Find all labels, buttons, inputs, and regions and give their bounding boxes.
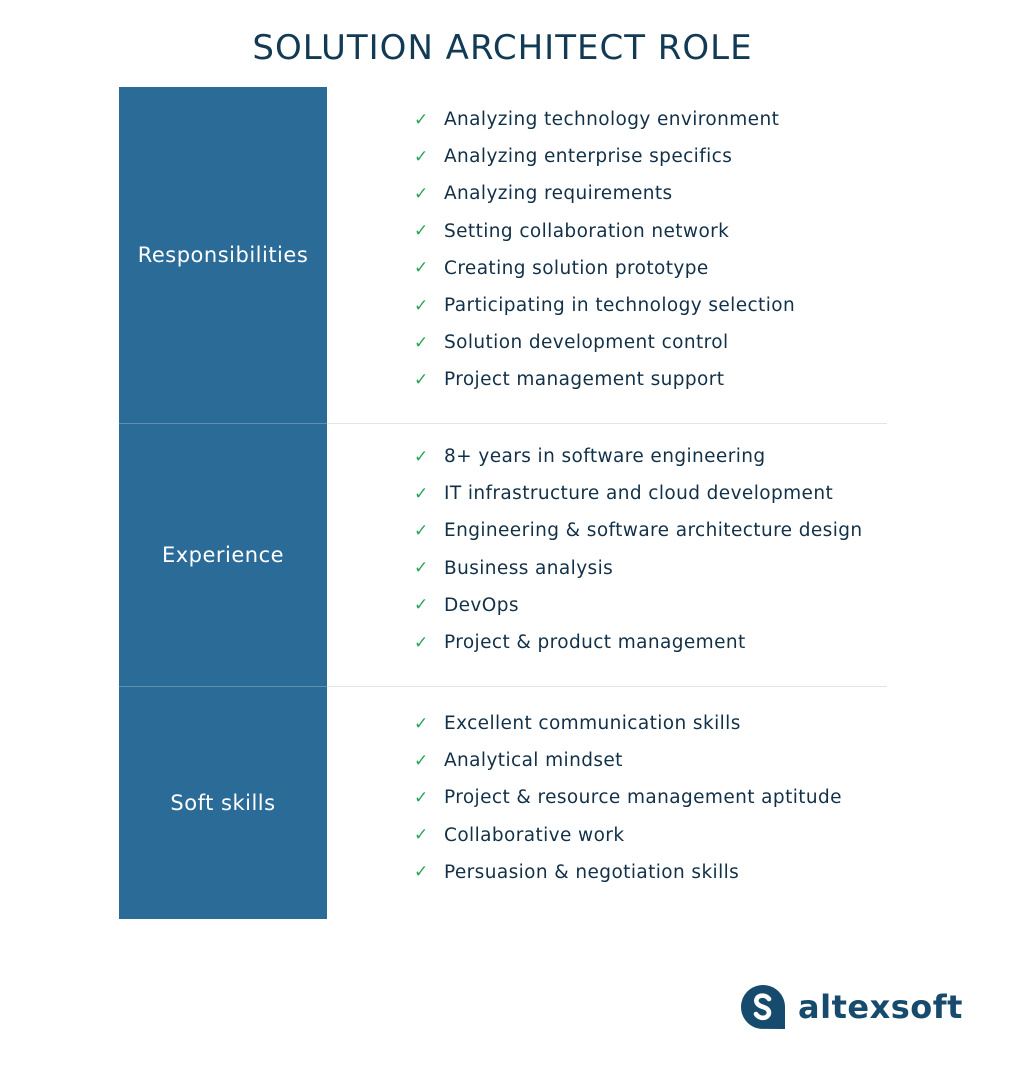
list-item-text: Business analysis xyxy=(444,557,614,579)
checkmark-icon: ✓ xyxy=(414,862,429,883)
role-table xyxy=(119,87,887,919)
list-item-text: Excellent communication skills xyxy=(444,713,741,735)
list-item xyxy=(414,779,887,816)
list-item-text: Collaborative work xyxy=(444,824,625,846)
list-item xyxy=(414,250,887,287)
list-item xyxy=(414,742,887,779)
list-item xyxy=(414,361,887,398)
checkmark-icon: ✓ xyxy=(414,713,429,734)
section-label-cell xyxy=(119,423,327,686)
section-label-cell xyxy=(119,87,327,423)
list-item xyxy=(414,817,887,854)
list-item-text: Analytical mindset xyxy=(444,750,623,772)
list-item xyxy=(414,175,887,212)
list-item-text: Project & product management xyxy=(444,632,746,654)
section-label: Experience xyxy=(161,543,285,567)
list-item xyxy=(414,624,887,661)
section-responsibilities xyxy=(119,87,887,423)
altexsoft-logo-mark-icon xyxy=(738,982,788,1032)
checkmark-icon: ✓ xyxy=(414,446,429,467)
page-title: SOLUTION ARCHITECT ROLE xyxy=(252,28,753,68)
list-item xyxy=(414,550,887,587)
list-item-text: Solution development control xyxy=(444,332,729,354)
list-item xyxy=(414,705,887,742)
list-item-text: Project & resource management aptitude xyxy=(444,787,842,809)
list-item xyxy=(414,854,887,891)
list-item-text: DevOps xyxy=(444,594,519,616)
list-item xyxy=(414,287,887,324)
logo-text: altexsoft xyxy=(798,988,963,1026)
checkmark-icon: ✓ xyxy=(414,825,429,846)
section-label-cell xyxy=(119,686,327,919)
checkmark-icon: ✓ xyxy=(414,750,429,771)
list-item-text: IT infrastructure and cloud development xyxy=(444,483,834,505)
list-item-text: 8+ years in software engineering xyxy=(444,446,766,468)
section-soft-skills xyxy=(119,686,887,919)
checkmark-icon: ✓ xyxy=(414,483,429,504)
item-list xyxy=(327,438,887,661)
item-list xyxy=(327,101,887,399)
section-label: Soft skills xyxy=(170,791,276,815)
checkmark-icon: ✓ xyxy=(414,632,429,653)
altexsoft-logo xyxy=(738,982,963,1032)
checkmark-icon: ✓ xyxy=(414,595,429,616)
checkmark-icon: ✓ xyxy=(414,258,429,279)
list-item-text: Analyzing requirements xyxy=(444,183,673,205)
checkmark-icon: ✓ xyxy=(414,221,429,242)
list-item-text: Persuasion & negotiation skills xyxy=(444,861,740,883)
list-item xyxy=(414,101,887,138)
list-item xyxy=(414,438,887,475)
list-item xyxy=(414,324,887,361)
checkmark-icon: ✓ xyxy=(414,295,429,316)
checkmark-icon: ✓ xyxy=(414,332,429,353)
list-item xyxy=(414,587,887,624)
checkmark-icon: ✓ xyxy=(414,109,429,130)
checkmark-icon: ✓ xyxy=(414,520,429,541)
checkmark-icon: ✓ xyxy=(414,558,429,579)
section-experience xyxy=(119,423,887,686)
section-items xyxy=(327,87,887,423)
list-item-text: Analyzing technology environment xyxy=(444,109,780,131)
list-item xyxy=(414,138,887,175)
section-items xyxy=(327,686,887,919)
checkmark-icon: ✓ xyxy=(414,183,429,204)
checkmark-icon: ✓ xyxy=(414,146,429,167)
list-item xyxy=(414,213,887,250)
list-item xyxy=(414,512,887,549)
checkmark-icon: ✓ xyxy=(414,369,429,390)
list-item-text: Project management support xyxy=(444,369,725,391)
section-items xyxy=(327,423,887,686)
item-list xyxy=(327,705,887,891)
list-item-text: Creating solution prototype xyxy=(444,257,709,279)
list-item-text: Participating in technology selection xyxy=(444,295,796,317)
section-label: Responsibilities xyxy=(137,243,309,267)
checkmark-icon: ✓ xyxy=(414,787,429,808)
list-item-text: Engineering & software architecture design xyxy=(444,520,863,542)
list-item-text: Setting collaboration network xyxy=(444,220,730,242)
list-item-text: Analyzing enterprise specifics xyxy=(444,146,733,168)
list-item xyxy=(414,475,887,512)
